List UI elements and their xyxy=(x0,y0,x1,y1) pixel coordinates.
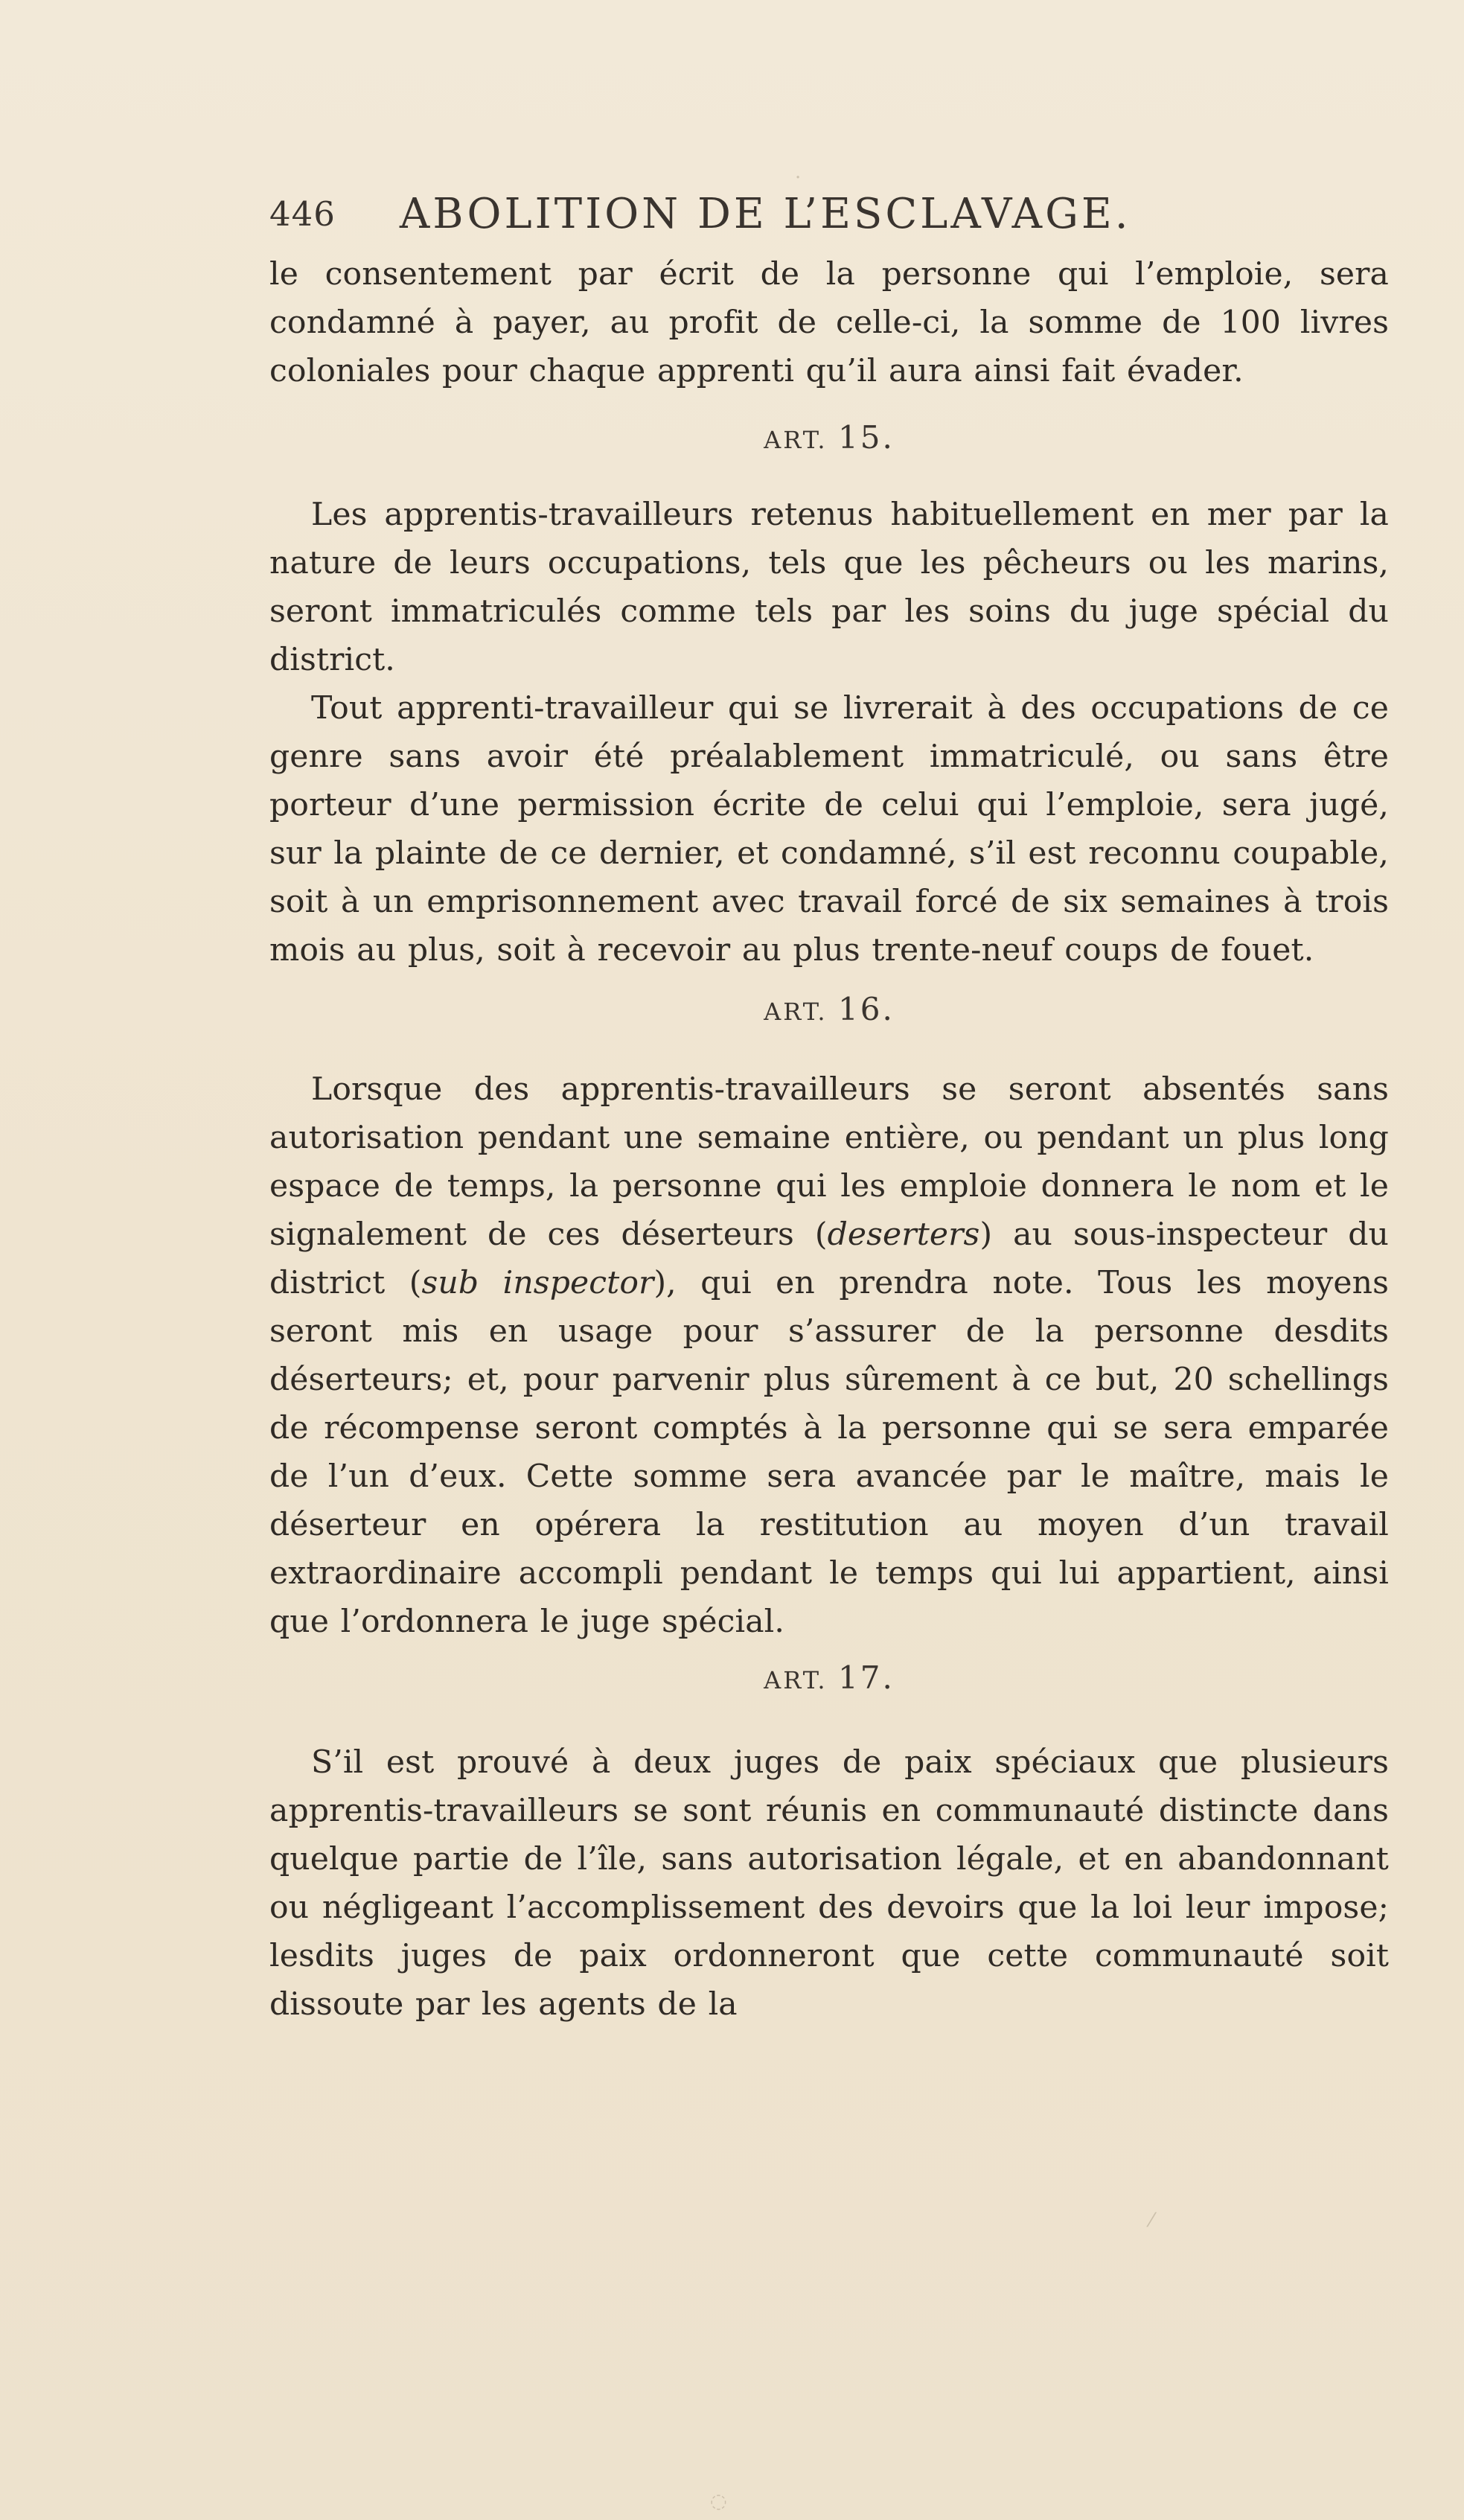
article-label: ART. xyxy=(764,998,828,1026)
paper-blemish: ◌ xyxy=(710,2490,727,2513)
running-title: ABOLITION DE L’ESCLAVAGE. xyxy=(399,189,1131,238)
article-16-heading xyxy=(269,991,1389,1037)
paragraph-continuation: le consentement par écrit de la personne qui l’emploie, sera condamné à payer, au profit de celle-ci, la somme de 100 livres coloniales pour chaque apprenti qu’il aura ainsi fait évader. xyxy=(269,256,1389,389)
article-number: 15. xyxy=(838,419,895,456)
article-16-text-part-1: Lorsque des apprentis-travailleurs se seront absentés sans autorisation pendant une semaine entière, ou pendant un plus long espace de temps, la personne qui les emploie donnera le nom et le signalement de ces déserteurs ( xyxy=(269,1071,1389,1253)
page-header xyxy=(269,191,1163,237)
article-15-paragraph-2: Tout apprenti-travailleur qui se livrerait à des occupations de ce genre sans avoir été préalablement immatriculé, ou sans être porteur d’une permission écrite de celui qui l’emploie, sera jugé, sur la plainte de ce dernier, et condamné, s’il est reconnu coupable, soit à un emprisonnement avec travail forcé de six semaines à trois mois au plus, soit à recevoir au plus trente-neuf coups de fouet. xyxy=(269,690,1389,969)
article-16-paragraph xyxy=(269,1065,1389,1646)
article-17-paragraph: S’il est prouvé à deux juges de paix spéciaux que plusieurs apprentis-travailleurs se sont réunis en communauté distincte dans quelque partie de l’île, sans autorisation légale, et en abandonnant ou négligeant l’accomplissement des devoirs que la loi leur impose; lesdits juges de paix ordonneront que cette communauté soit dissoute par les agents de la xyxy=(269,1744,1389,2023)
article-label: ART. xyxy=(764,1666,828,1694)
sub-inspector-term: sub inspector xyxy=(421,1265,654,1301)
article-15-heading xyxy=(269,419,1389,465)
page-number: 446 xyxy=(269,194,336,234)
paper-blemish: · xyxy=(795,167,802,189)
paper-blemish: ⁄ xyxy=(1150,2210,1154,2232)
article-15-paragraph-1: Les apprentis-travailleurs retenus habituellement en mer par la nature de leurs occupations, tels que les pêcheurs ou les marins, seront immatriculés comme tels par les soins du juge spécial du district. xyxy=(269,497,1389,678)
article-17-heading xyxy=(269,1659,1389,1706)
deserters-term: deserters xyxy=(827,1216,980,1253)
article-number: 17. xyxy=(838,1659,895,1696)
article-16-text-part-2: ) au sous-inspecteur du district ( xyxy=(269,1216,1389,1301)
page-body xyxy=(269,250,1389,2029)
article-16-text-part-3: ), qui en prendra note. Tous les moyens seront mis en usage pour s’assurer de la personne desdits déserteurs; et, pour parvenir plus sûrement à ce but, 20 schellings de récompense seront comptés à la personne qui se sera emparée de l’un d’eux. Cette somme sera avancée par le maître, mais le déserteur en opérera la restitution au moyen d’un travail extraordinaire accompli pendant le temps qui lui appartient, ainsi que l’ordonnera le juge spécial. xyxy=(269,1265,1389,1640)
article-label: ART. xyxy=(764,426,828,454)
article-number: 16. xyxy=(838,991,895,1027)
